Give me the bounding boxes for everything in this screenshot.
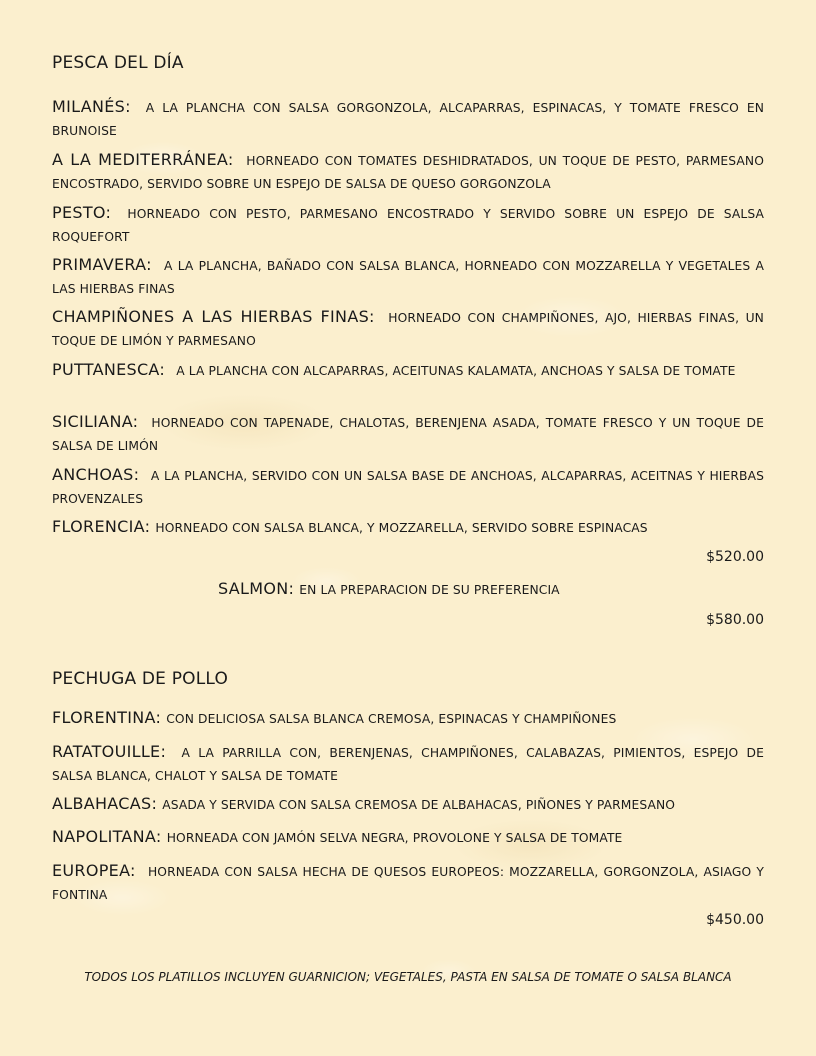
item-description: HORNEADO CON TAPENADE, CHALOTAS, BERENJENA ASADA, TOMATE FRESCO Y UN TOQUE DE SALSA DE LIMÓN bbox=[52, 416, 764, 453]
item-name: A LA MEDITERRÁNEA: bbox=[52, 150, 234, 169]
item-name: PRIMAVERA: bbox=[52, 255, 152, 274]
item-name: ANCHOAS: bbox=[52, 465, 140, 484]
item-name: FLORENTINA: bbox=[52, 708, 162, 727]
menu-item-milanes bbox=[52, 96, 764, 142]
item-description: HORNEADO CON PESTO, PARMESANO ENCOSTRADO Y SERVIDO SOBRE UN ESPEJO DE SALSA ROQUEFORT bbox=[52, 207, 764, 244]
menu-item-salmon bbox=[218, 578, 560, 601]
menu-item-mediterranea bbox=[52, 149, 764, 195]
menu-item-puttanesca bbox=[52, 359, 764, 382]
menu-item-napolitana bbox=[52, 826, 764, 849]
item-description: A LA PLANCHA CON ALCAPARRAS, ACEITUNAS KALAMATA, ANCHOAS Y SALSA DE TOMATE bbox=[176, 364, 736, 378]
item-description: CON DELICIOSA SALSA BLANCA CREMOSA, ESPINACAS Y CHAMPIÑONES bbox=[166, 712, 617, 726]
footer-note: TODOS LOS PLATILLOS INCLUYEN GUARNICION; VEGETALES, PASTA EN SALSA DE TOMATE O SALSA BLANCA bbox=[84, 970, 732, 984]
item-name: PESTO: bbox=[52, 203, 112, 222]
item-description: A LA PLANCHA CON SALSA GORGONZOLA, ALCAPARRAS, ESPINACAS, Y TOMATE FRESCO EN BRUNOISE bbox=[52, 101, 764, 138]
item-name: ALBAHACAS: bbox=[52, 794, 158, 813]
item-description: A LA PLANCHA, SERVIDO CON UN SALSA BASE DE ANCHOAS, ALCAPARRAS, ACEITNAS Y HIERBAS PROVENZALES bbox=[52, 469, 764, 506]
menu-item-florentina bbox=[52, 707, 764, 730]
section-title-fish: PESCA DEL DÍA bbox=[52, 53, 184, 73]
item-description: HORNEADA CON SALSA HECHA DE QUESOS EUROPEOS: MOZZARELLA, GORGONZOLA, ASIAGO Y FONTINA bbox=[52, 865, 765, 902]
item-name: PUTTANESCA: bbox=[52, 360, 166, 379]
menu-item-champinones bbox=[52, 306, 764, 352]
item-description: EN LA PREPARACION DE SU PREFERENCIA bbox=[299, 583, 560, 597]
item-name: MILANÉS: bbox=[52, 97, 131, 116]
item-description: A LA PLANCHA, BAÑADO CON SALSA BLANCA, HORNEADO CON MOZZARELLA Y VEGETALES A LAS HIERBAS FINAS bbox=[52, 259, 764, 296]
item-description: HORNEADA CON JAMÓN SELVA NEGRA, PROVOLONE Y SALSA DE TOMATE bbox=[166, 831, 623, 845]
menu-item-pesto bbox=[52, 202, 764, 248]
menu-item-siciliana bbox=[52, 411, 764, 457]
menu-item-primavera bbox=[52, 254, 764, 300]
item-description: HORNEADO CON TOMATES DESHIDRATADOS, UN TOQUE DE PESTO, PARMESANO ENCOSTRADO, SERVIDO SOBRE UN ESPEJO DE SALSA DE QUESO GORGONZOLA bbox=[52, 154, 765, 191]
item-description: HORNEADO CON CHAMPIÑONES, AJO, HIERBAS FINAS, UN TOQUE DE LIMÓN Y PARMESANO bbox=[52, 311, 764, 348]
menu-item-europea bbox=[52, 860, 764, 906]
menu-item-florencia bbox=[52, 516, 764, 539]
menu-page bbox=[52, 0, 764, 1056]
item-name: NAPOLITANA: bbox=[52, 827, 162, 846]
price-chicken: $450.00 bbox=[706, 912, 764, 928]
item-name: EUROPEA: bbox=[52, 861, 136, 880]
price-fish: $520.00 bbox=[706, 549, 764, 565]
item-description: ASADA Y SERVIDA CON SALSA CREMOSA DE ALBAHACAS, PIÑONES Y PARMESANO bbox=[162, 798, 676, 812]
item-name: RATATOUILLE: bbox=[52, 742, 167, 761]
menu-item-anchoas bbox=[52, 464, 764, 510]
item-description: HORNEADO CON SALSA BLANCA, Y MOZZARELLA, SERVIDO SOBRE ESPINACAS bbox=[155, 521, 648, 535]
item-name: SICILIANA: bbox=[52, 412, 139, 431]
price-salmon: $580.00 bbox=[706, 612, 764, 628]
item-description: A LA PARRILLA CON, BERENJENAS, CHAMPIÑONES, CALABAZAS, PIMIENTOS, ESPEJO DE SALSA BLANCA, CHALOT Y SALSA DE TOMATE bbox=[52, 746, 764, 783]
item-name: CHAMPIÑONES A LAS HIERBAS FINAS: bbox=[52, 307, 375, 326]
menu-item-albahacas bbox=[52, 793, 764, 816]
section-title-chicken: PECHUGA DE POLLO bbox=[52, 669, 229, 689]
menu-item-ratatouille bbox=[52, 741, 764, 787]
item-name: FLORENCIA: bbox=[52, 517, 151, 536]
item-name: SALMON: bbox=[218, 579, 295, 598]
